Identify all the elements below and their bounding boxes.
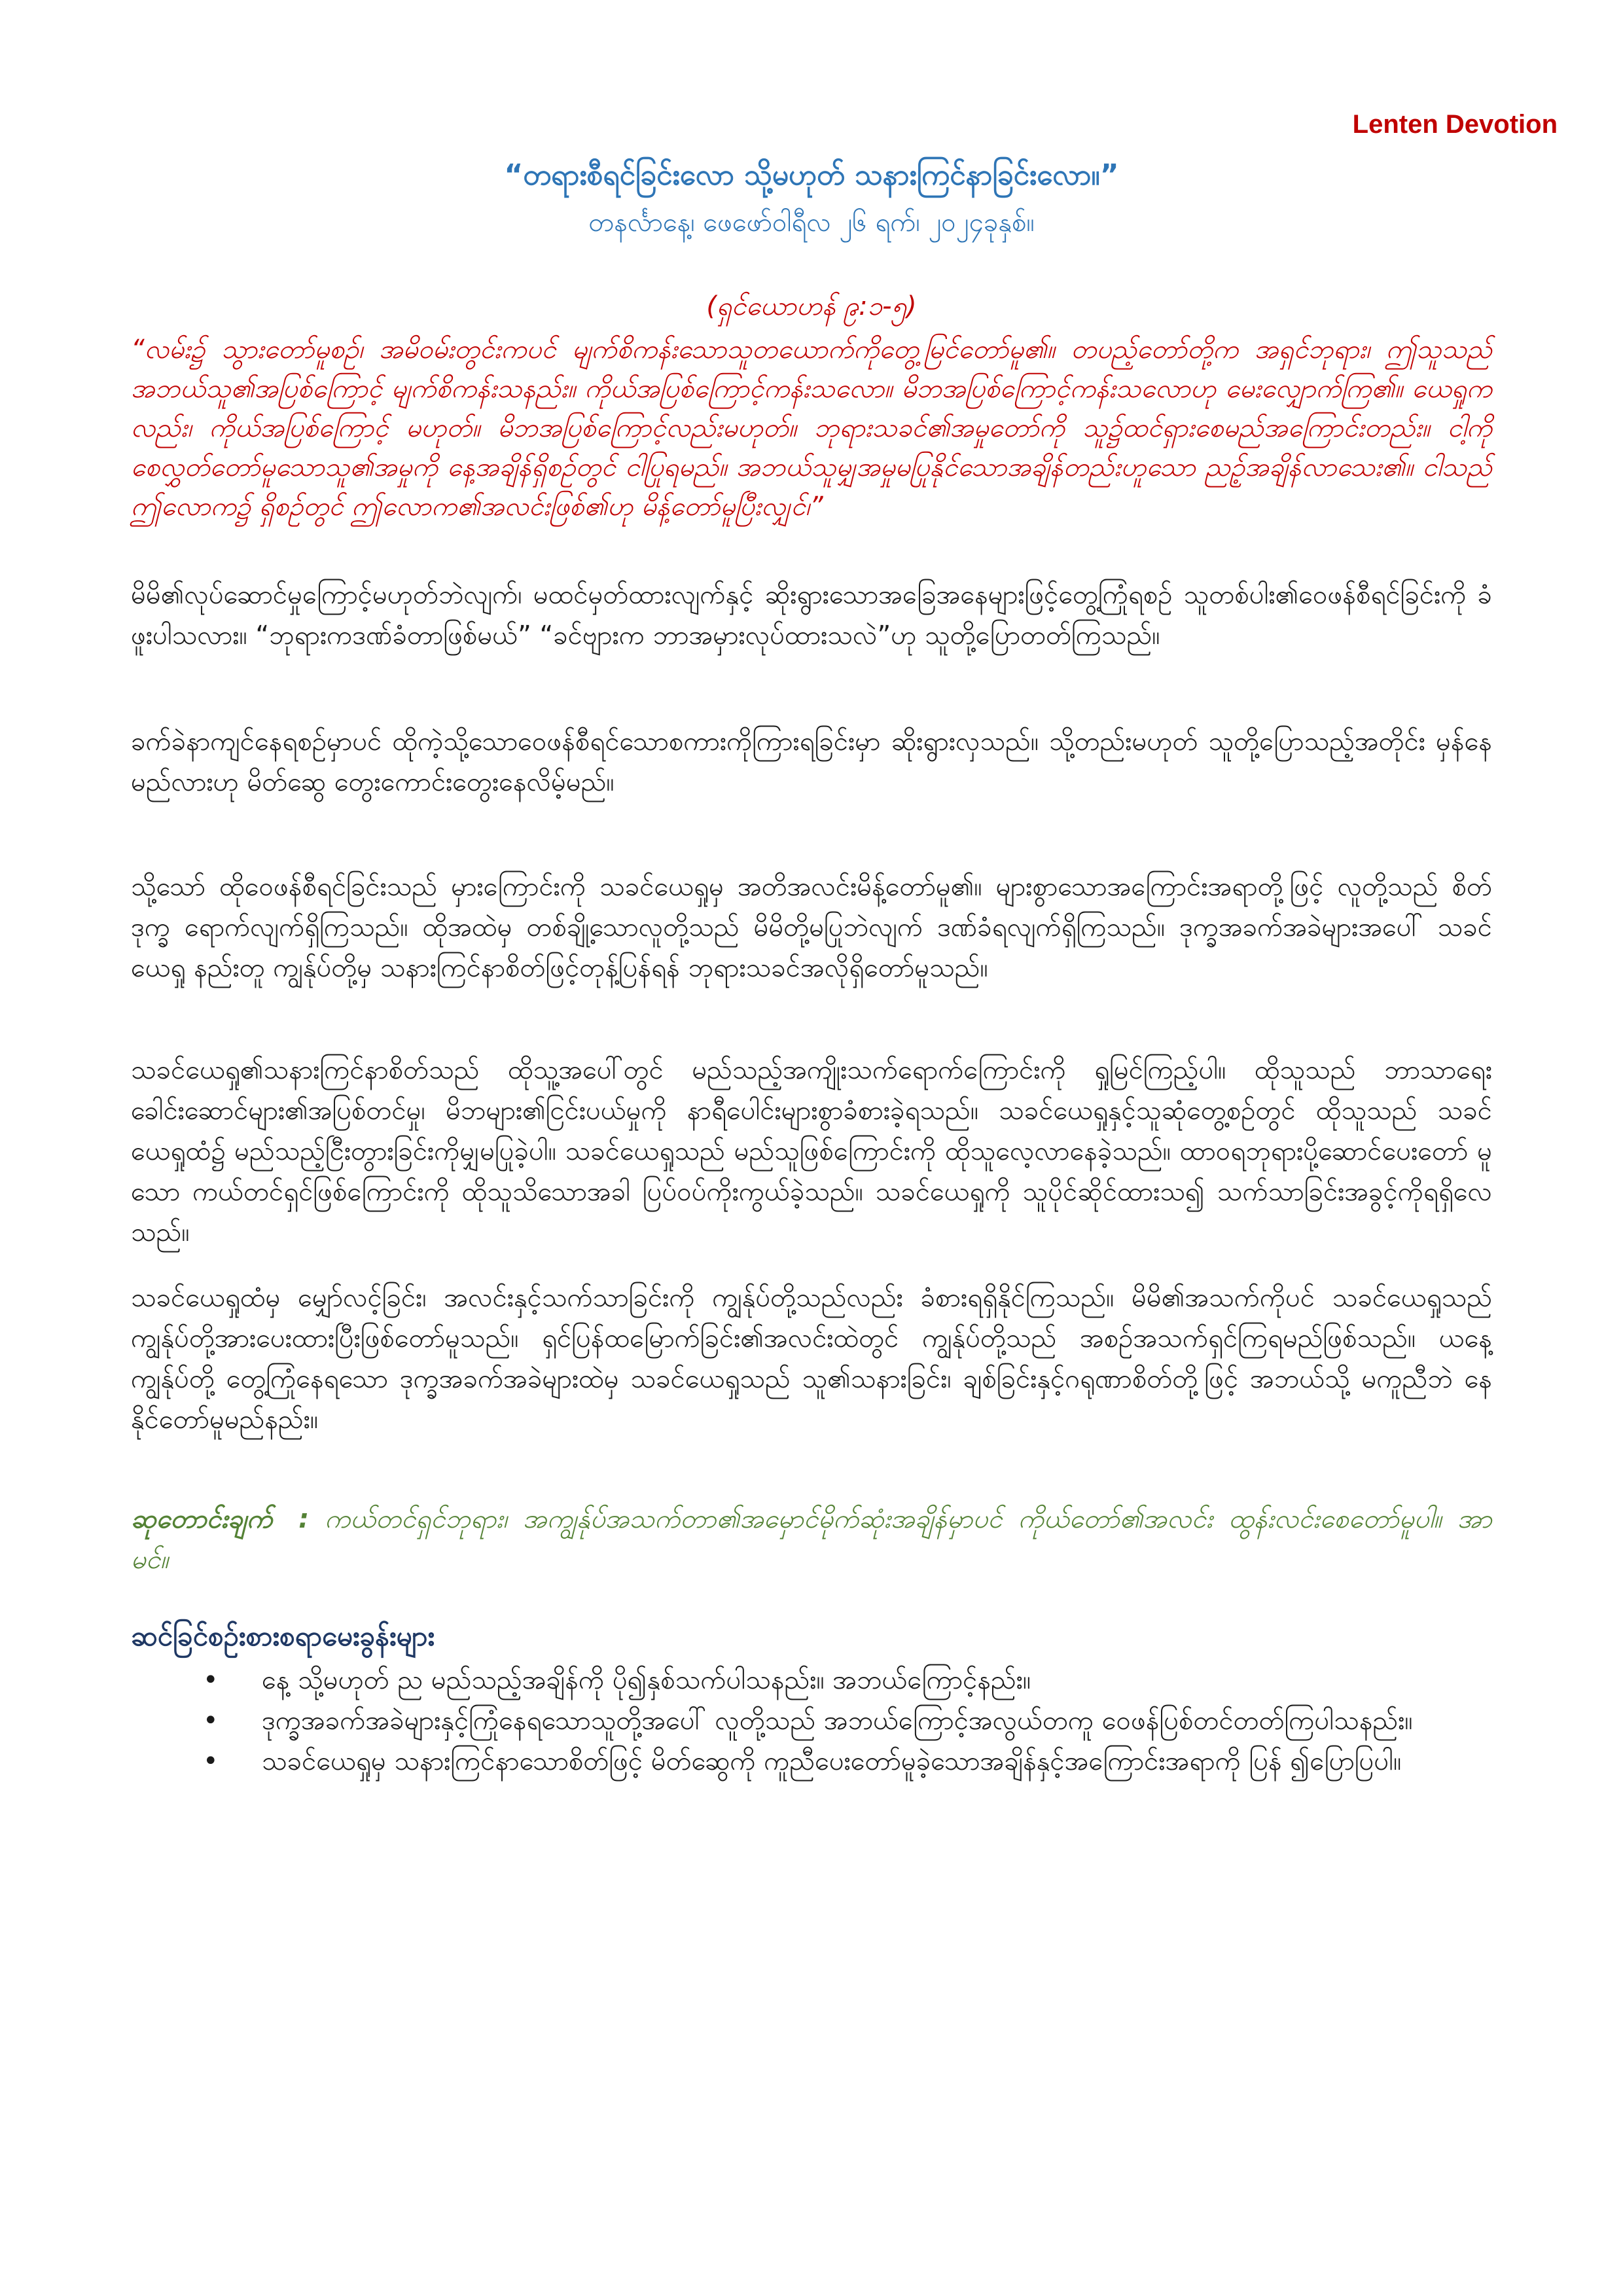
reflection-question-1: နေ့ သို့မဟုတ် ည မည်သည့်အချိန်ကို ပို၍နှစ်သက်ပါသနည်း။ အဘယ်ကြောင့်နည်း။ [262,1665,1031,1695]
list-item [131,1700,1492,1741]
prayer-label: ဆုတောင်းချက် [131,1504,273,1534]
devotion-date: တနင်္လာနေ့၊ ဖေဖော်ဝါရီလ ၂၆ ရက်၊ ၂၀၂၄ခုနှစ်။ [588,207,1035,238]
prayer-colon: : [298,1504,310,1534]
devotion-title: “တရားစီရင်ခြင်းလော သို့မဟုတ် သနားကြင်နာခြင်းလော။” [504,158,1119,192]
body-paragraph-4: သခင်ယေရှု၏သနားကြင်နာစိတ်သည် ထိုသူ့အပေါ်တွင် မည်သည့်အကျိုးသက်ရောက်ကြောင်းကို ရှုမြင်ကြည့်ပါ။ ထိုသူသည် ဘာသာရေး ခေါင်းဆောင်များ၏အပြစ်တင်မှု၊ မိဘများ၏ငြင်းပယ်မှုကို နာရီပေါင်းများစွာခံစားခဲ့ရသည်။ သခင်ယေရှုနှင့်သူဆုံတွေ့စဉ်တွင် ထိုသူသည် သခင် ယေရှုထံ၌ မည်သည့်ငြီးတွားခြင်းကိုမျှမပြုခဲ့ပါ။ သခင်ယေရှုသည် မည်သူဖြစ်ကြောင်းကို ထိုသူလေ့လာနေခဲ့သည်။ ထာဝရဘုရားပို့ဆောင်ပေးတော် မူသော ကယ်တင်ရှင်ဖြစ်ကြောင်းကို ထိုသူသိသောအခါ ပြပ်ဝပ်ကိုးကွယ်ခဲ့သည်။ သခင်ယေရှုကို သူပိုင်ဆိုင်ထားသ၍ သက်သာခြင်းအခွင့်ကိုရရှိလေ သည်။ [131,1055,1492,1247]
body-paragraph-1: မိမိ၏လုပ်ဆောင်မှုကြောင့်မဟုတ်ဘဲလျက်၊ မထင်မှတ်ထားလျက်နှင့် ဆိုးရွားသောအခြေအနေများဖြင့်တွေ့ကြုံရစဉ် သူတစ်ပါး၏ဝေဖန်စီရင်ခြင်းကို ခံဖူးပါသလား။ “ဘုရားကဒဏ်ခံတာဖြစ်မယ်” “ခင်ဗျားက ဘာအမှားလုပ်ထားသလဲ”ဟု သူတို့ပြောတတ်ကြသည်။ [131,580,1492,651]
prayer-text: ကယ်တင်ရှင်ဘုရား၊ အကျွန်ုပ်အသက်တာ၏အမှောင်မိုက်ဆုံးအချိန်မှာပင် ကိုယ်တော်၏အလင်း ထွန်းလင်းစေတော်မူပါ။ အာမင်။ [131,1504,1492,1575]
bullet-icon: • [203,1665,219,1695]
reflection-question-3: သခင်ယေရှုမှ သနားကြင်နာသောစိတ်ဖြင့် မိတ်ဆွေကို ကူညီပေးတော်မူခဲ့သောအချိန်နှင့်အကြောင်းအရာကို ပြန် ၍ပြောပြပါ။ [262,1746,1402,1776]
bullet-icon: • [203,1746,219,1776]
body-paragraph-5: သခင်ယေရှုထံမှ မျှော်လင့်ခြင်း၊ အလင်းနှင့်သက်သာခြင်းကို ကျွန်ုပ်တို့သည်လည်း ခံစားရရှိနိုင်ကြသည်။ မိမိ၏အသက်ကိုပင် သခင်ယေရှုသည် ကျွန်ုပ်တို့အားပေးထားပြီးဖြစ်တော်မူသည်။ ရှင်ပြန်ထမြောက်ခြင်း၏အလင်းထဲတွင် ကျွန်ုပ်တို့သည် အစဉ်အသက်ရှင်ကြရမည်ဖြစ်သည်။ ယနေ့ ကျွန်ုပ်တို့ တွေ့ကြုံနေရသော ဒုက္ခအခက်အခဲများထဲမှ သခင်ယေရှုသည် သူ၏သနားခြင်း၊ ချစ်ခြင်းနှင့်ဂရုဏာစိတ်တို့ဖြင့် အဘယ်သို့ မကူညီဘဲ နေနိုင်တော်မူမည်နည်း။ [131,1283,1492,1435]
body-paragraph-2: ခက်ခဲနာကျင်နေရစဉ်မှာပင် ထိုကဲ့သို့သောဝေဖန်စီရင်သောစကားကိုကြားရခြင်းမှာ ဆိုးရွားလှသည်။ သို့တည်းမဟုတ် သူတို့ပြောသည့်အတိုင်း မှန်နေမည်လားဟု မိတ်ဆွေ တွေးကောင်းတွေးနေလိမ့်မည်။ [131,726,1492,797]
header-label: Lenten Devotion [1352,110,1558,139]
reflection-heading: ဆင်ခြင်စဉ်းစားစရာမေးခွန်းများ [131,1620,435,1652]
reflection-list [131,1660,1492,1782]
scripture-reference: (ရှင်ယောဟန် ၉:၁-၅) [706,291,917,321]
prayer-block [131,1499,1492,1580]
list-item [131,1741,1492,1782]
body-paragraph-3: သို့သော် ထိုဝေဖန်စီရင်ခြင်းသည် မှားကြောင်းကို သခင်ယေရှုမှ အတိအလင်းမိန့်တော်မူ၏။ များစွာသောအကြောင်းအရာတို့ဖြင့် လူတို့သည် စိတ်ဒုက္ခ ရောက်လျက်ရှိကြသည်။ ထိုအထဲမှ တစ်ချို့သောလူတို့သည် မိမိတို့မပြုဘဲလျက် ဒဏ်ခံရလျက်ရှိကြသည်။ ဒုက္ခအခက်အခဲများအပေါ် သခင်ယေရှု နည်းတူ ကျွန်ုပ်တို့မှ သနားကြင်နာစိတ်ဖြင့်တုန့်ပြန်ရန် ဘုရားသခင်အလိုရှိတော်မူသည်။ [131,872,1492,983]
list-item [131,1660,1492,1700]
scripture-text: “လမ်း၌ သွားတော်မူစဉ်၊ အမိဝမ်းတွင်းကပင် မျက်စိကန်းသောသူတယောက်ကိုတွေ့မြင်တော်မူ၏။ တပည့်တော်တို့က အရှင်ဘုရား၊ ဤသူသည် အဘယ်သူ၏အပြစ်ကြောင့် မျက်စိကန်းသနည်း။ ကိုယ်အပြစ်ကြောင့်ကန်းသလော။ မိဘအပြစ်ကြောင့်ကန်းသလောဟု မေးလျှောက်ကြ၏။ ယေရှုကလည်း၊ ကိုယ်အပြစ်ကြောင့် မဟုတ်။ မိဘအပြစ်ကြောင့်လည်းမဟုတ်။ ဘုရားသခင်၏အမှုတော်ကို သူ၌ထင်ရှားစေမည်အကြောင်းတည်း။ ငါ့ကို စေလွှတ်တော်မူသောသူ၏အမှုကို နေ့အချိန်ရှိစဉ်တွင် ငါပြုရမည်။ အဘယ်သူမျှအမှုမပြုနိုင်သောအချိန်တည်းဟူသော ညဉ့်အချိန်လာသေး၏။ ငါသည် ဤလောက၌ ရှိစဉ်တွင် ဤလောက၏အလင်းဖြစ်၏ဟု မိန့်တော်မူပြီးလျှင်၊” [131,334,1492,522]
bullet-icon: • [203,1706,219,1736]
reflection-question-2: ဒုက္ခအခက်အခဲများနှင့်ကြုံနေရသောသူတို့အပေါ် လူတို့သည် အဘယ်ကြောင့်အလွယ်တကူ ဝေဖန်ပြစ်တင်တတ်ကြပါသနည်း။ [262,1706,1413,1736]
